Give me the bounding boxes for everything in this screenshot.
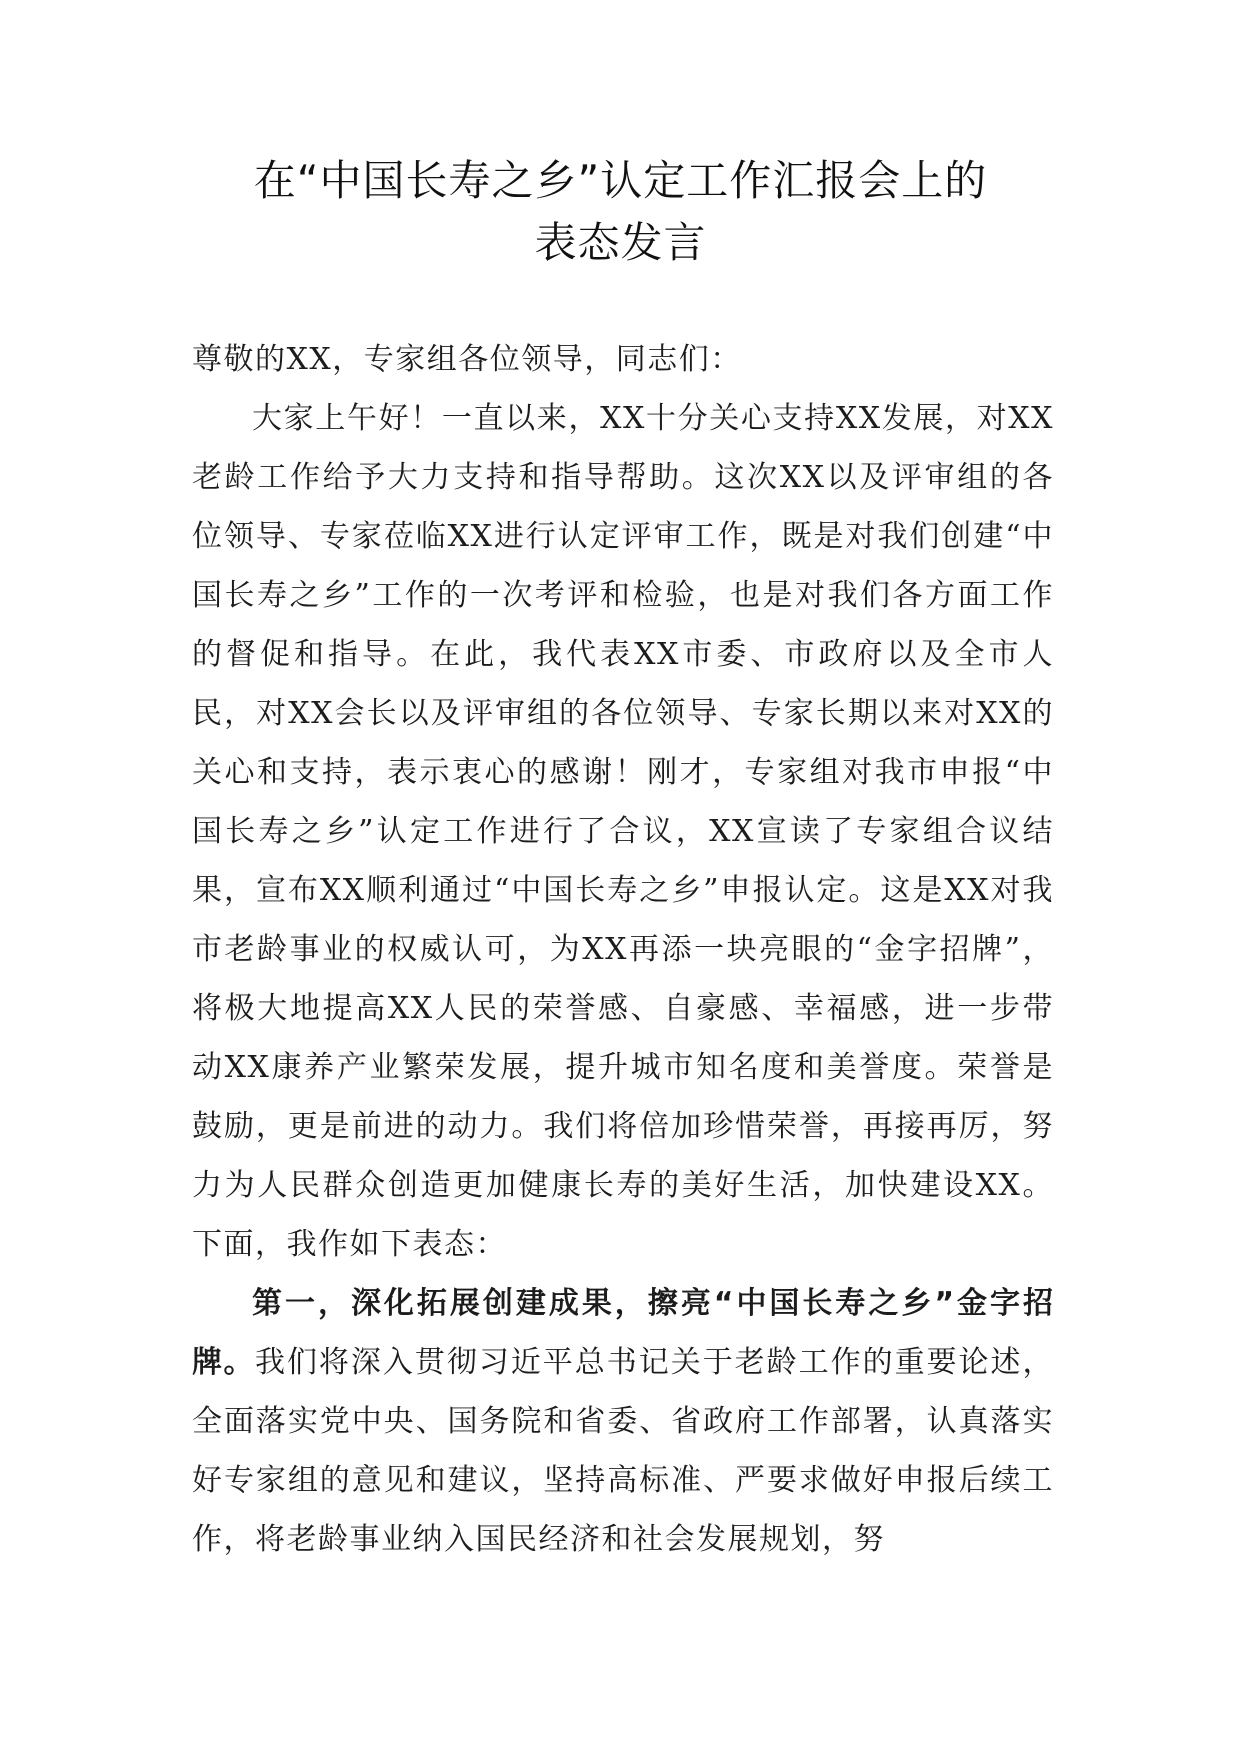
first-point-text: 我们将深入贯彻习近平总书记关于老龄工作的重要论述，全面落实党中央、国务院和省委、省政府工作部署，认真落实好专家组的意见和建议，坚持高标准、严要求做好申报后续工作，将老龄事业纳入国民经济和社会发展规划，努: [192, 1345, 1055, 1557]
paragraph-opening: 大家上午好！一直以来，XX十分关心支持XX发展，对XX老龄工作给予大力支持和指导帮助。这次XX以及评审组的各位领导、专家莅临XX进行认定评审工作，既是对我们创建“中国长寿之乡”工作的一次考评和检验，也是对我们各方面工作的督促和指导。在此，我代表XX市委、市政府以及全市人民，对XX会长以及评审组的各位领导、专家长期以来对XX的关心和支持，表示衷心的感谢！刚才，专家组对我市申报“中国长寿之乡”认定工作进行了合议，XX宣读了专家组合议结果，宣布XX顺利通过“中国长寿之乡”申报认定。这是XX对我市老龄事业的权威认可，为XX再添一块亮眼的“金字招牌”，将极大地提高XX人民的荣誉感、自豪感、幸福感，进一步带动XX康养产业繁荣发展，提升城市知名度和美誉度。荣誉是鼓励，更是前进的动力。我们将倍加珍惜荣誉，再接再厉，努力为人民群众创造更加健康长寿的美好生活，加快建设XX。下面，我作如下表态：: [192, 401, 1054, 1262]
paragraph-first-point: [192, 1274, 1054, 1569]
salutation: 尊敬的XX，专家组各位领导，同志们：: [192, 342, 742, 377]
title-line-2: 表态发言: [534, 218, 707, 267]
first-point-heading: 第一，深化拓展创建成果，擦亮“中国长寿之乡”金字招牌。: [192, 1286, 1054, 1380]
document-body: [192, 330, 1054, 1569]
document-title: [120, 150, 1121, 274]
title-line-1: 在“中国长寿之乡”认定工作汇报会上的: [253, 156, 988, 205]
